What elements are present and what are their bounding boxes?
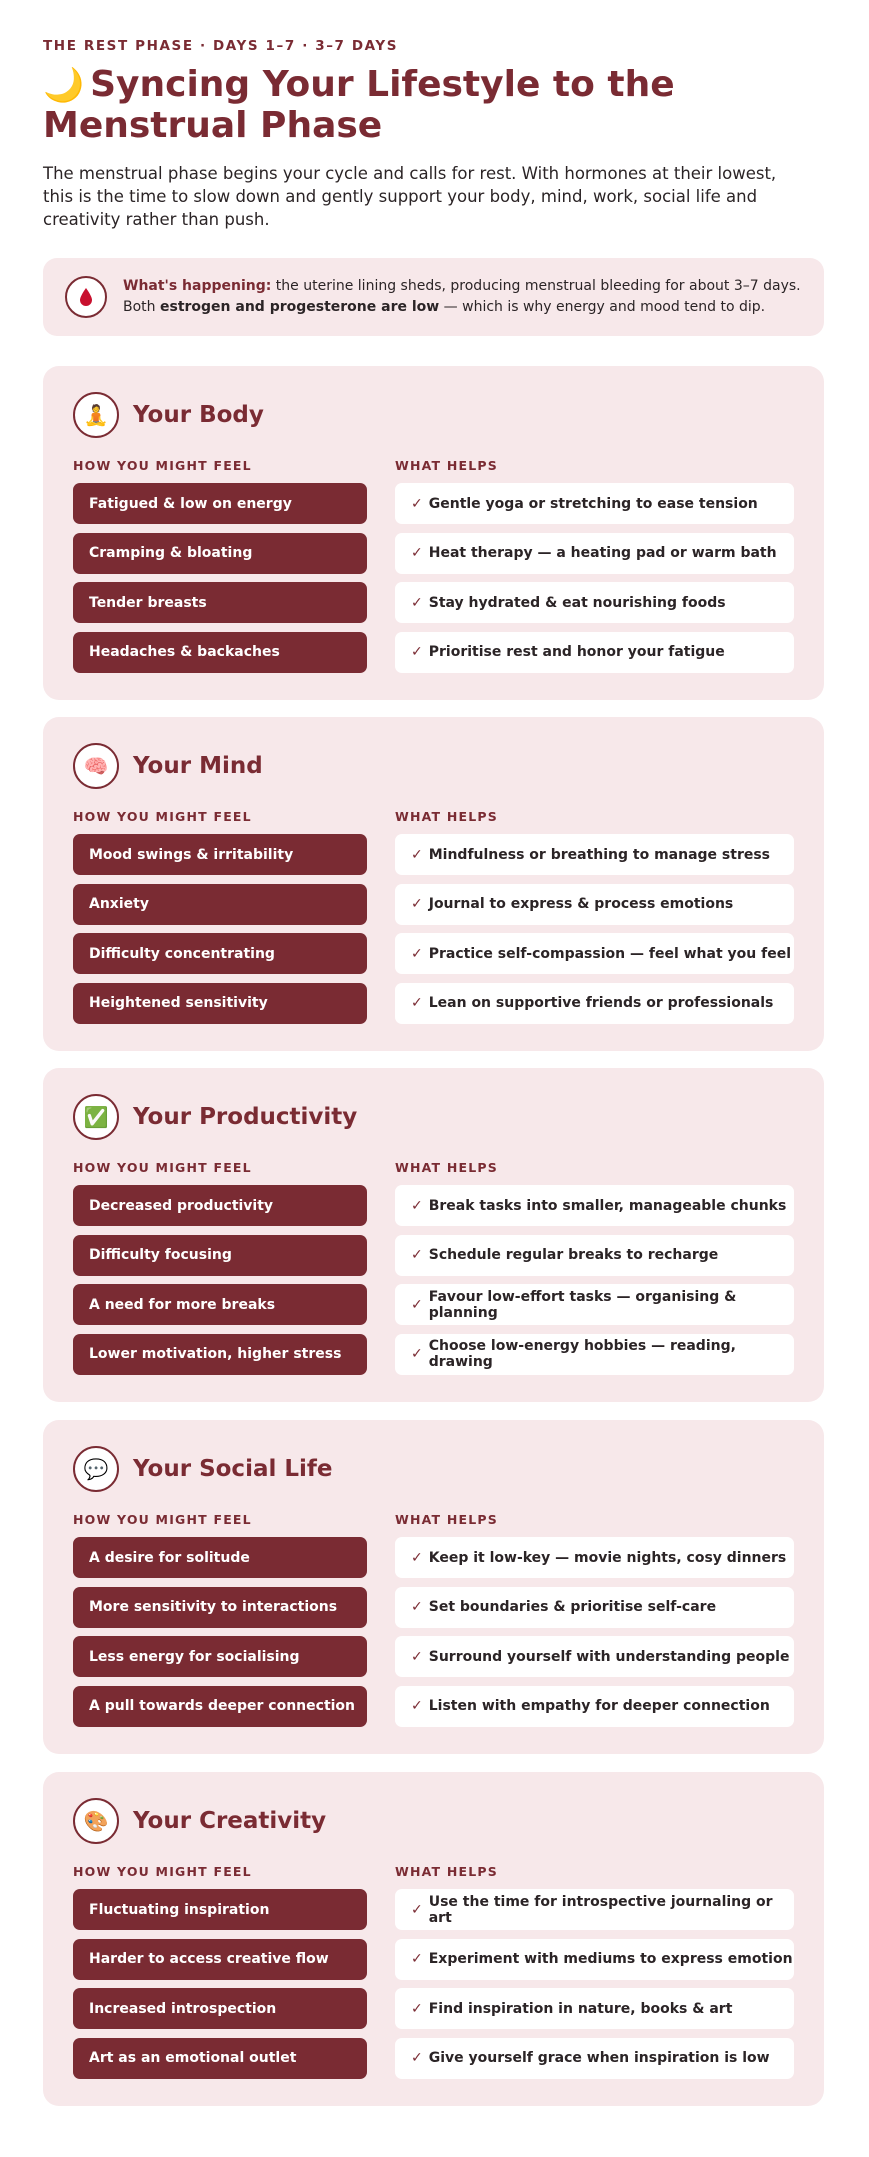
blood-drop-svg xyxy=(79,287,93,307)
check-icon: ✓ xyxy=(411,995,423,1011)
help-item xyxy=(395,632,794,673)
section-your-body xyxy=(43,366,824,700)
section-your-productivity xyxy=(43,1068,824,1402)
feel-item: Headaches & backaches xyxy=(73,632,367,673)
section-your-mind xyxy=(43,717,824,1051)
help-item-text: Practice self-compassion — feel what you feel xyxy=(428,945,791,962)
help-item-text: Keep it low-key — movie nights, cosy dinners xyxy=(428,1549,787,1566)
feel-item: A desire for solitude xyxy=(73,1537,367,1578)
section-title: Your Productivity xyxy=(133,1104,358,1130)
callout-text-1: the uterine lining sheds, producing menstrual bleeding for about 3–7 days. Both xyxy=(123,278,801,315)
section-header xyxy=(73,1094,357,1140)
check-icon: ✓ xyxy=(411,644,423,660)
check-icon: ✓ xyxy=(411,1698,423,1714)
help-item-text: Give yourself grace when inspiration is low xyxy=(428,2050,770,2066)
checkmark-icon: ✅ xyxy=(73,1094,119,1140)
check-icon: ✓ xyxy=(411,1901,423,1918)
help-item xyxy=(395,1939,794,1980)
feel-item: Mood swings & irritability xyxy=(73,834,367,875)
check-icon: ✓ xyxy=(411,846,423,863)
helps-list xyxy=(395,1185,794,1383)
help-item xyxy=(395,483,794,524)
help-item-text: Favour low-effort tasks — organising & planning xyxy=(428,1288,737,1321)
help-item-text: Find inspiration in nature, books & art xyxy=(428,2000,733,2017)
check-icon: ✓ xyxy=(411,2000,423,2017)
feel-list xyxy=(73,1537,367,1735)
helps-column-label: WHAT HELPS xyxy=(395,809,498,824)
helps-column-label: WHAT HELPS xyxy=(395,1864,498,1879)
callout-text xyxy=(123,276,802,318)
check-icon: ✓ xyxy=(411,594,423,611)
help-item-text: Mindfulness or breathing to manage stress xyxy=(428,846,771,863)
feel-item: Decreased productivity xyxy=(73,1185,367,1226)
callout-emphasis: estrogen and progesterone are low xyxy=(159,299,440,315)
help-item xyxy=(395,1587,794,1628)
check-icon: ✓ xyxy=(411,1296,423,1313)
help-item-text: Listen with empathy for deeper connection xyxy=(428,1698,770,1714)
helps-column-label: WHAT HELPS xyxy=(395,458,498,473)
feel-item: Cramping & bloating xyxy=(73,533,367,574)
help-item xyxy=(395,1636,794,1677)
callout-text-2: — which is why energy and mood tend to dip. xyxy=(439,299,766,315)
help-item xyxy=(395,1889,794,1930)
help-item xyxy=(395,1537,794,1578)
help-item xyxy=(395,1185,794,1226)
section-title: Your Body xyxy=(133,402,264,428)
help-item xyxy=(395,1235,794,1276)
help-item xyxy=(395,582,794,623)
feel-list xyxy=(73,1185,367,1383)
meditation-icon: 🧘 xyxy=(73,392,119,438)
blood-drop-icon xyxy=(65,276,107,318)
help-item xyxy=(395,983,794,1024)
section-header xyxy=(73,1798,326,1844)
help-item-text: Surround yourself with understanding people xyxy=(428,1648,790,1665)
help-item xyxy=(395,933,794,974)
help-item-text: Experiment with mediums to express emotion xyxy=(428,1951,793,1967)
help-item-text: Break tasks into smaller, manageable chunks xyxy=(428,1197,787,1214)
feel-list xyxy=(73,483,367,681)
section-your-creativity xyxy=(43,1772,824,2106)
section-header xyxy=(73,392,264,438)
feel-item: Less energy for socialising xyxy=(73,1636,367,1677)
feel-item: More sensitivity to interactions xyxy=(73,1587,367,1628)
section-header xyxy=(73,1446,333,1492)
feel-column-label: HOW YOU MIGHT FEEL xyxy=(73,1864,252,1879)
check-icon: ✓ xyxy=(411,1549,423,1566)
feel-column-label: HOW YOU MIGHT FEEL xyxy=(73,1160,252,1175)
help-item xyxy=(395,1988,794,2029)
section-title: Your Creativity xyxy=(133,1808,327,1834)
brain-icon: 🧠 xyxy=(73,743,119,789)
speech-bubble-icon: 💬 xyxy=(73,1446,119,1492)
check-icon: ✓ xyxy=(411,545,423,561)
help-item xyxy=(395,1334,794,1375)
help-item-text: Heat therapy — a heating pad or warm bath xyxy=(428,545,777,561)
check-icon: ✓ xyxy=(411,1599,423,1615)
palette-icon: 🎨 xyxy=(73,1798,119,1844)
page-title xyxy=(43,64,763,146)
helps-list xyxy=(395,1537,794,1735)
section-title: Your Social Life xyxy=(133,1456,333,1482)
help-item-text: Prioritise rest and honor your fatigue xyxy=(428,644,725,660)
helps-list xyxy=(395,834,794,1032)
help-item xyxy=(395,1686,794,1727)
check-icon: ✓ xyxy=(411,1197,423,1214)
feel-item: Anxiety xyxy=(73,884,367,925)
feel-list xyxy=(73,834,367,1032)
help-item-text: Lean on supportive friends or professionals xyxy=(428,995,774,1011)
help-item-text: Journal to express & process emotions xyxy=(428,896,734,912)
help-item-text: Gentle yoga or stretching to ease tension xyxy=(428,495,758,512)
page-title-text: Syncing Your Lifestyle to the Menstrual Phase xyxy=(43,64,675,146)
help-item-text: Use the time for introspective journaling or art xyxy=(428,1893,773,1926)
moon-icon: 🌙 xyxy=(43,65,85,104)
feel-item: Difficulty concentrating xyxy=(73,933,367,974)
check-icon: ✓ xyxy=(411,2050,423,2066)
helps-column-label: WHAT HELPS xyxy=(395,1512,498,1527)
feel-item: Lower motivation, higher stress xyxy=(73,1334,367,1375)
check-icon: ✓ xyxy=(411,1648,423,1665)
helps-list xyxy=(395,1889,794,2087)
check-icon: ✓ xyxy=(411,1951,423,1967)
whats-happening-callout xyxy=(43,258,824,336)
feel-item: Increased introspection xyxy=(73,1988,367,2029)
feel-column-label: HOW YOU MIGHT FEEL xyxy=(73,1512,252,1527)
phase-eyebrow: THE REST PHASE · DAYS 1–7 · 3–7 DAYS xyxy=(43,38,399,54)
help-item xyxy=(395,884,794,925)
check-icon: ✓ xyxy=(411,495,423,512)
feel-column-label: HOW YOU MIGHT FEEL xyxy=(73,458,252,473)
feel-item: Fatigued & low on energy xyxy=(73,483,367,524)
section-your-social-life xyxy=(43,1420,824,1754)
help-item-text: Schedule regular breaks to recharge xyxy=(428,1247,719,1263)
section-header xyxy=(73,743,263,789)
help-item xyxy=(395,533,794,574)
feel-column-label: HOW YOU MIGHT FEEL xyxy=(73,809,252,824)
feel-item: A need for more breaks xyxy=(73,1284,367,1325)
feel-item: A pull towards deeper connection xyxy=(73,1686,367,1727)
check-icon: ✓ xyxy=(411,945,423,962)
feel-item: Heightened sensitivity xyxy=(73,983,367,1024)
helps-list xyxy=(395,483,794,681)
help-item-text: Set boundaries & prioritise self-care xyxy=(428,1599,717,1615)
helps-column-label: WHAT HELPS xyxy=(395,1160,498,1175)
section-title: Your Mind xyxy=(133,753,263,779)
help-item-text: Choose low-energy hobbies — reading, drawing xyxy=(428,1338,736,1370)
help-item xyxy=(395,1284,794,1325)
feel-item: Fluctuating inspiration xyxy=(73,1889,367,1930)
feel-item: Tender breasts xyxy=(73,582,367,623)
check-icon: ✓ xyxy=(411,1247,423,1263)
help-item xyxy=(395,834,794,875)
feel-list xyxy=(73,1889,367,2087)
feel-item: Difficulty focusing xyxy=(73,1235,367,1276)
callout-lead: What's happening: xyxy=(123,278,272,294)
help-item xyxy=(395,2038,794,2079)
help-item-text: Stay hydrated & eat nourishing foods xyxy=(428,594,726,611)
check-icon: ✓ xyxy=(411,896,423,912)
feel-item: Art as an emotional outlet xyxy=(73,2038,367,2079)
intro-paragraph: The menstrual phase begins your cycle and calls for rest. With hormones at their lowest, this is the time to slow down and gently support your body, mind, work, social life and creativity rather than push. xyxy=(43,164,777,229)
feel-item: Harder to access creative flow xyxy=(73,1939,367,1980)
check-icon: ✓ xyxy=(411,1346,423,1362)
